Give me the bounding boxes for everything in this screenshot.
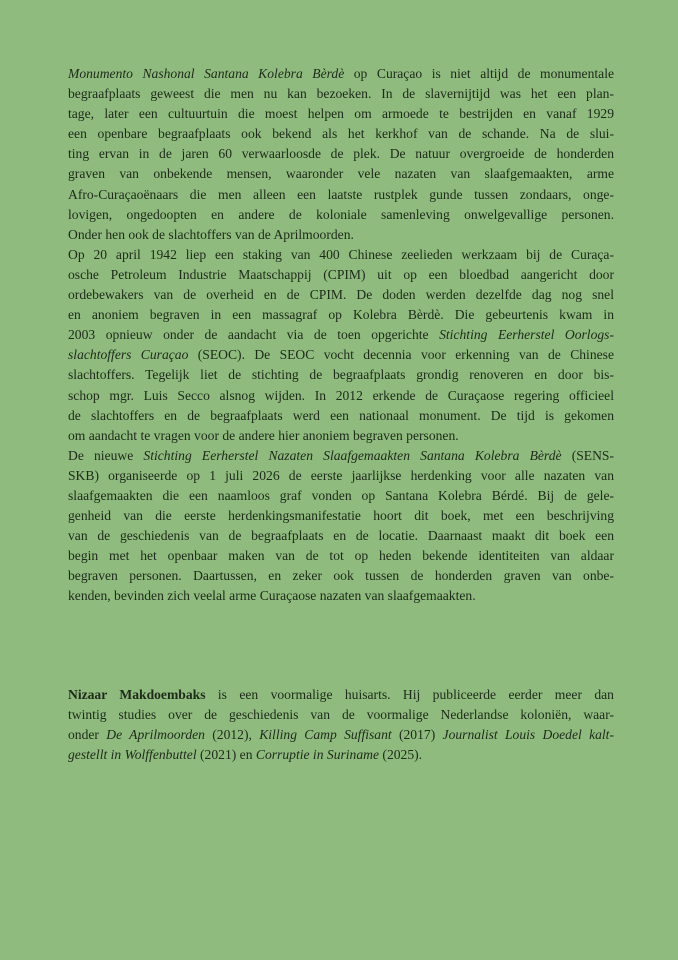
text-line: lovigen, ongedoopten en andere de koloniale samenleving onwelgevallige personen.	[68, 206, 614, 222]
text-line: om aandacht te vragen voor de andere hier anoniem begraven personen.	[68, 427, 459, 443]
text-line: begin met het openbaar maken van de tot op heden bekende identiteiten van aldaar	[68, 548, 614, 564]
text-line: een openbare begraafplaats ook bekend als het kerkhof van de schande. Na de slui-	[68, 126, 614, 142]
paragraph-sens-skb	[68, 446, 614, 607]
text-line: de slachtoffers en de begraafplaats werd een nationaal monument. De tijd is gekomen	[68, 407, 614, 423]
text-line: genheid van die eerste herdenkingsmanifestatie hoort dit boek, met een beschrijving	[68, 508, 614, 524]
text-line: en anoniem begraven in een massagraf op Kolebra Bèrdè. Die gebeurtenis kwam in	[68, 307, 614, 323]
text-line: Afro-Curaçaoënaars die men alleen een laatste rustplek gunde tussen zondaars, onge-	[68, 186, 614, 202]
text-line: begraafplaats geweest die men nu kan bezoeken. In de slavernijtijd was het een plan-	[68, 86, 614, 102]
text-line: Op 20 april 1942 liep een staking van 400 Chinese zeelieden werkzaam bij de Curaça-	[68, 246, 614, 262]
text-line: 2003 opnieuw onder de aandacht via de toen opgerichte Stichting Eerherstel Oorlogs-	[68, 327, 614, 343]
text-line: van de geschiedenis van de begraafplaats en de locatie. Daarnaast maakt dit boek een	[68, 528, 614, 544]
text-line: De nieuwe Stichting Eerherstel Nazaten Slaafgemaakten Santana Kolebra Bèrdè (SENS-	[68, 447, 614, 463]
text-line: begraven personen. Daartussen, en zeker ook tussen de honderden graven van onbe-	[68, 568, 614, 584]
text-line: slachtoffers. Tegelijk liet de stichting de begraafplaats grondig renoveren en door bis-	[68, 367, 614, 383]
text-line: ordebewakers van de overheid en de CPIM. De doden werden dezelfde dag nog snel	[68, 287, 614, 303]
author-bio	[68, 685, 614, 765]
paragraph-aprilmoorden	[68, 245, 614, 446]
text-line: ting ervan in de jaren 60 verwaarloosde de plek. De natuur overgroeide de honderden	[68, 146, 614, 162]
text-line: graven van onbekende mensen, waaronder vele nazaten van slaafgemaakten, arme	[68, 166, 614, 182]
text-line: onder De Aprilmoorden (2012), Killing Camp Suffisant (2017) Journalist Louis Doedel kalt-	[68, 727, 614, 743]
text-line: slaafgemaakten die een naamloos graf vonden op Santana Kolebra Bérdé. Bij de gele-	[68, 487, 614, 503]
text-line: twintig studies over de geschiedenis van de voormalige Nederlandse koloniën, waar-	[68, 707, 614, 723]
paragraph-monument-history	[68, 64, 614, 245]
text-line: Monumento Nashonal Santana Kolebra Bèrdè op Curaçao is niet altijd de monumentale	[68, 66, 614, 81]
text-line: osche Petroleum Industrie Maatschappij (CPIM) uit op een bloedbad aangericht door	[68, 266, 614, 282]
text-line: kenden, bevinden zich veelal arme Curaçaose nazaten van slaafgemaakten.	[68, 588, 476, 604]
text-line: schop mgr. Luis Secco alsnog wijden. In 2012 erkende de Curaçaose regering officieel	[68, 387, 614, 403]
text-line: Nizaar Makdoembaks is een voormalige huisarts. Hij publiceerde eerder meer dan	[68, 687, 614, 702]
text-line: gestellt in Wolffenbuttel (2021) en Corruptie in Suriname (2025).	[68, 747, 423, 763]
author-name: Nizaar Makdoembaks	[68, 687, 206, 702]
text-line: Onder hen ook de slachtoffers van de Aprilmoorden.	[68, 226, 354, 242]
text-line: SKB) organiseerde op 1 juli 2026 de eerste jaarlijkse herdenking voor alle nazaten van	[68, 467, 614, 483]
text-line: tage, later een cultuurtuin die moest helpen om armoede te bestrijden en vanaf 1929	[68, 106, 614, 122]
text-line: slachtoffers Curaçao (SEOC). De SEOC vocht decennia voor erkenning van de Chinese	[68, 347, 614, 363]
back-cover-text	[68, 64, 614, 607]
